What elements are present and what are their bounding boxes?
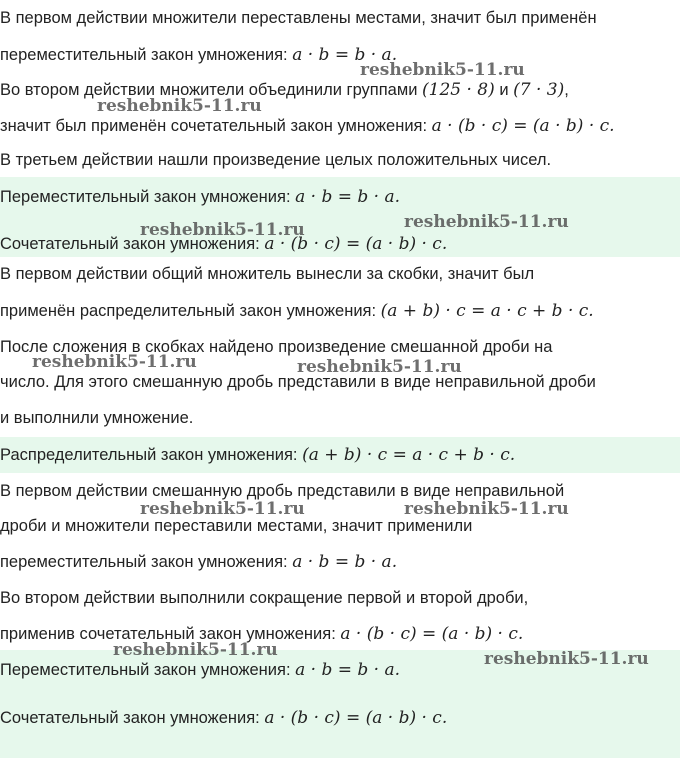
watermark: reshebnik5-11.ru — [32, 352, 197, 372]
formula: a · (b · c) = (a · b) · c. — [264, 708, 448, 728]
text-line-10: После сложения в скобках найдено произведение смешанной дроби на — [0, 338, 553, 356]
text-line-19: Переместительный закон умножения: a · b = b · a. — [0, 660, 401, 680]
formula: a · b = b · a. — [292, 552, 398, 572]
watermark: reshebnik5-11.ru — [97, 96, 262, 116]
text-line-11: число. Для этого смешанную дробь представили в виде неправильной дроби — [0, 373, 596, 391]
text-line-17: Во втором действии выполнили сокращение первой и второй дроби, — [0, 589, 529, 607]
text-line-2: переместительный закон умножения: a · b = b · a. — [0, 45, 398, 65]
text-line-5: В третьем действии нашли произведение целых положительных чисел. — [0, 151, 552, 169]
text-line-14: В первом действии смешанную дробь представили в виде неправильной — [0, 482, 565, 500]
text-line-16: переместительный закон умножения: a · b = b · a. — [0, 552, 398, 572]
text-line-3: Во втором действии множители объединили группами (125 · 8) и (7 · 3), — [0, 80, 569, 100]
formula: a · b = b · a. — [292, 45, 398, 65]
watermark: reshebnik5-11.ru — [113, 640, 278, 660]
text-line-12: и выполнили умножение. — [0, 409, 194, 427]
watermark: reshebnik5-11.ru — [140, 499, 305, 519]
formula: a · b = b · a. — [295, 187, 401, 207]
watermark: reshebnik5-11.ru — [404, 499, 569, 519]
watermark: reshebnik5-11.ru — [360, 60, 525, 80]
watermark: reshebnik5-11.ru — [297, 357, 462, 377]
formula: a · (b · c) = (a · b) · c. — [340, 624, 524, 644]
text-line-4: значит был применён сочетательный закон умножения: a · (b · c) = (a · b) · c. — [0, 116, 615, 136]
text-line-20: Сочетательный закон умножения: a · (b · c) = (a · b) · c. — [0, 708, 448, 728]
text-line-18: применив сочетательный закон умножения: a · (b · c) = (a · b) · c. — [0, 624, 524, 644]
formula: (7 · 3) — [513, 80, 565, 100]
formula: a · (b · c) = (a · b) · c. — [431, 116, 615, 136]
text-line-9: применён распределительный закон умножения: (a + b) · c = a · c + b · c. — [0, 301, 594, 321]
text-line-13: Распределительный закон умножения: (a + b) · c = a · c + b · c. — [0, 445, 516, 465]
formula: (a + b) · c = a · c + b · c. — [380, 301, 594, 321]
text-line-15: дроби и множители переставили местами, значит применили — [0, 517, 473, 535]
formula: (125 · 8) — [422, 80, 495, 100]
watermark: reshebnik5-11.ru — [140, 220, 305, 240]
text-line-6: Переместительный закон умножения: a · b = b · a. — [0, 187, 401, 207]
formula: a · b = b · a. — [295, 660, 401, 680]
formula: (a + b) · c = a · c + b · c. — [302, 445, 516, 465]
watermark: reshebnik5-11.ru — [484, 649, 649, 669]
text-line-7: Сочетательный закон умножения: a · (b · c) = (a · b) · c. — [0, 234, 448, 254]
formula: a · (b · c) = (a · b) · c. — [264, 234, 448, 254]
text-line-1: В первом действии множители переставлены местами, значит был применён — [0, 9, 597, 27]
watermark: reshebnik5-11.ru — [404, 212, 569, 232]
text-line-8: В первом действии общий множитель вынесли за скобки, значит был — [0, 265, 535, 283]
